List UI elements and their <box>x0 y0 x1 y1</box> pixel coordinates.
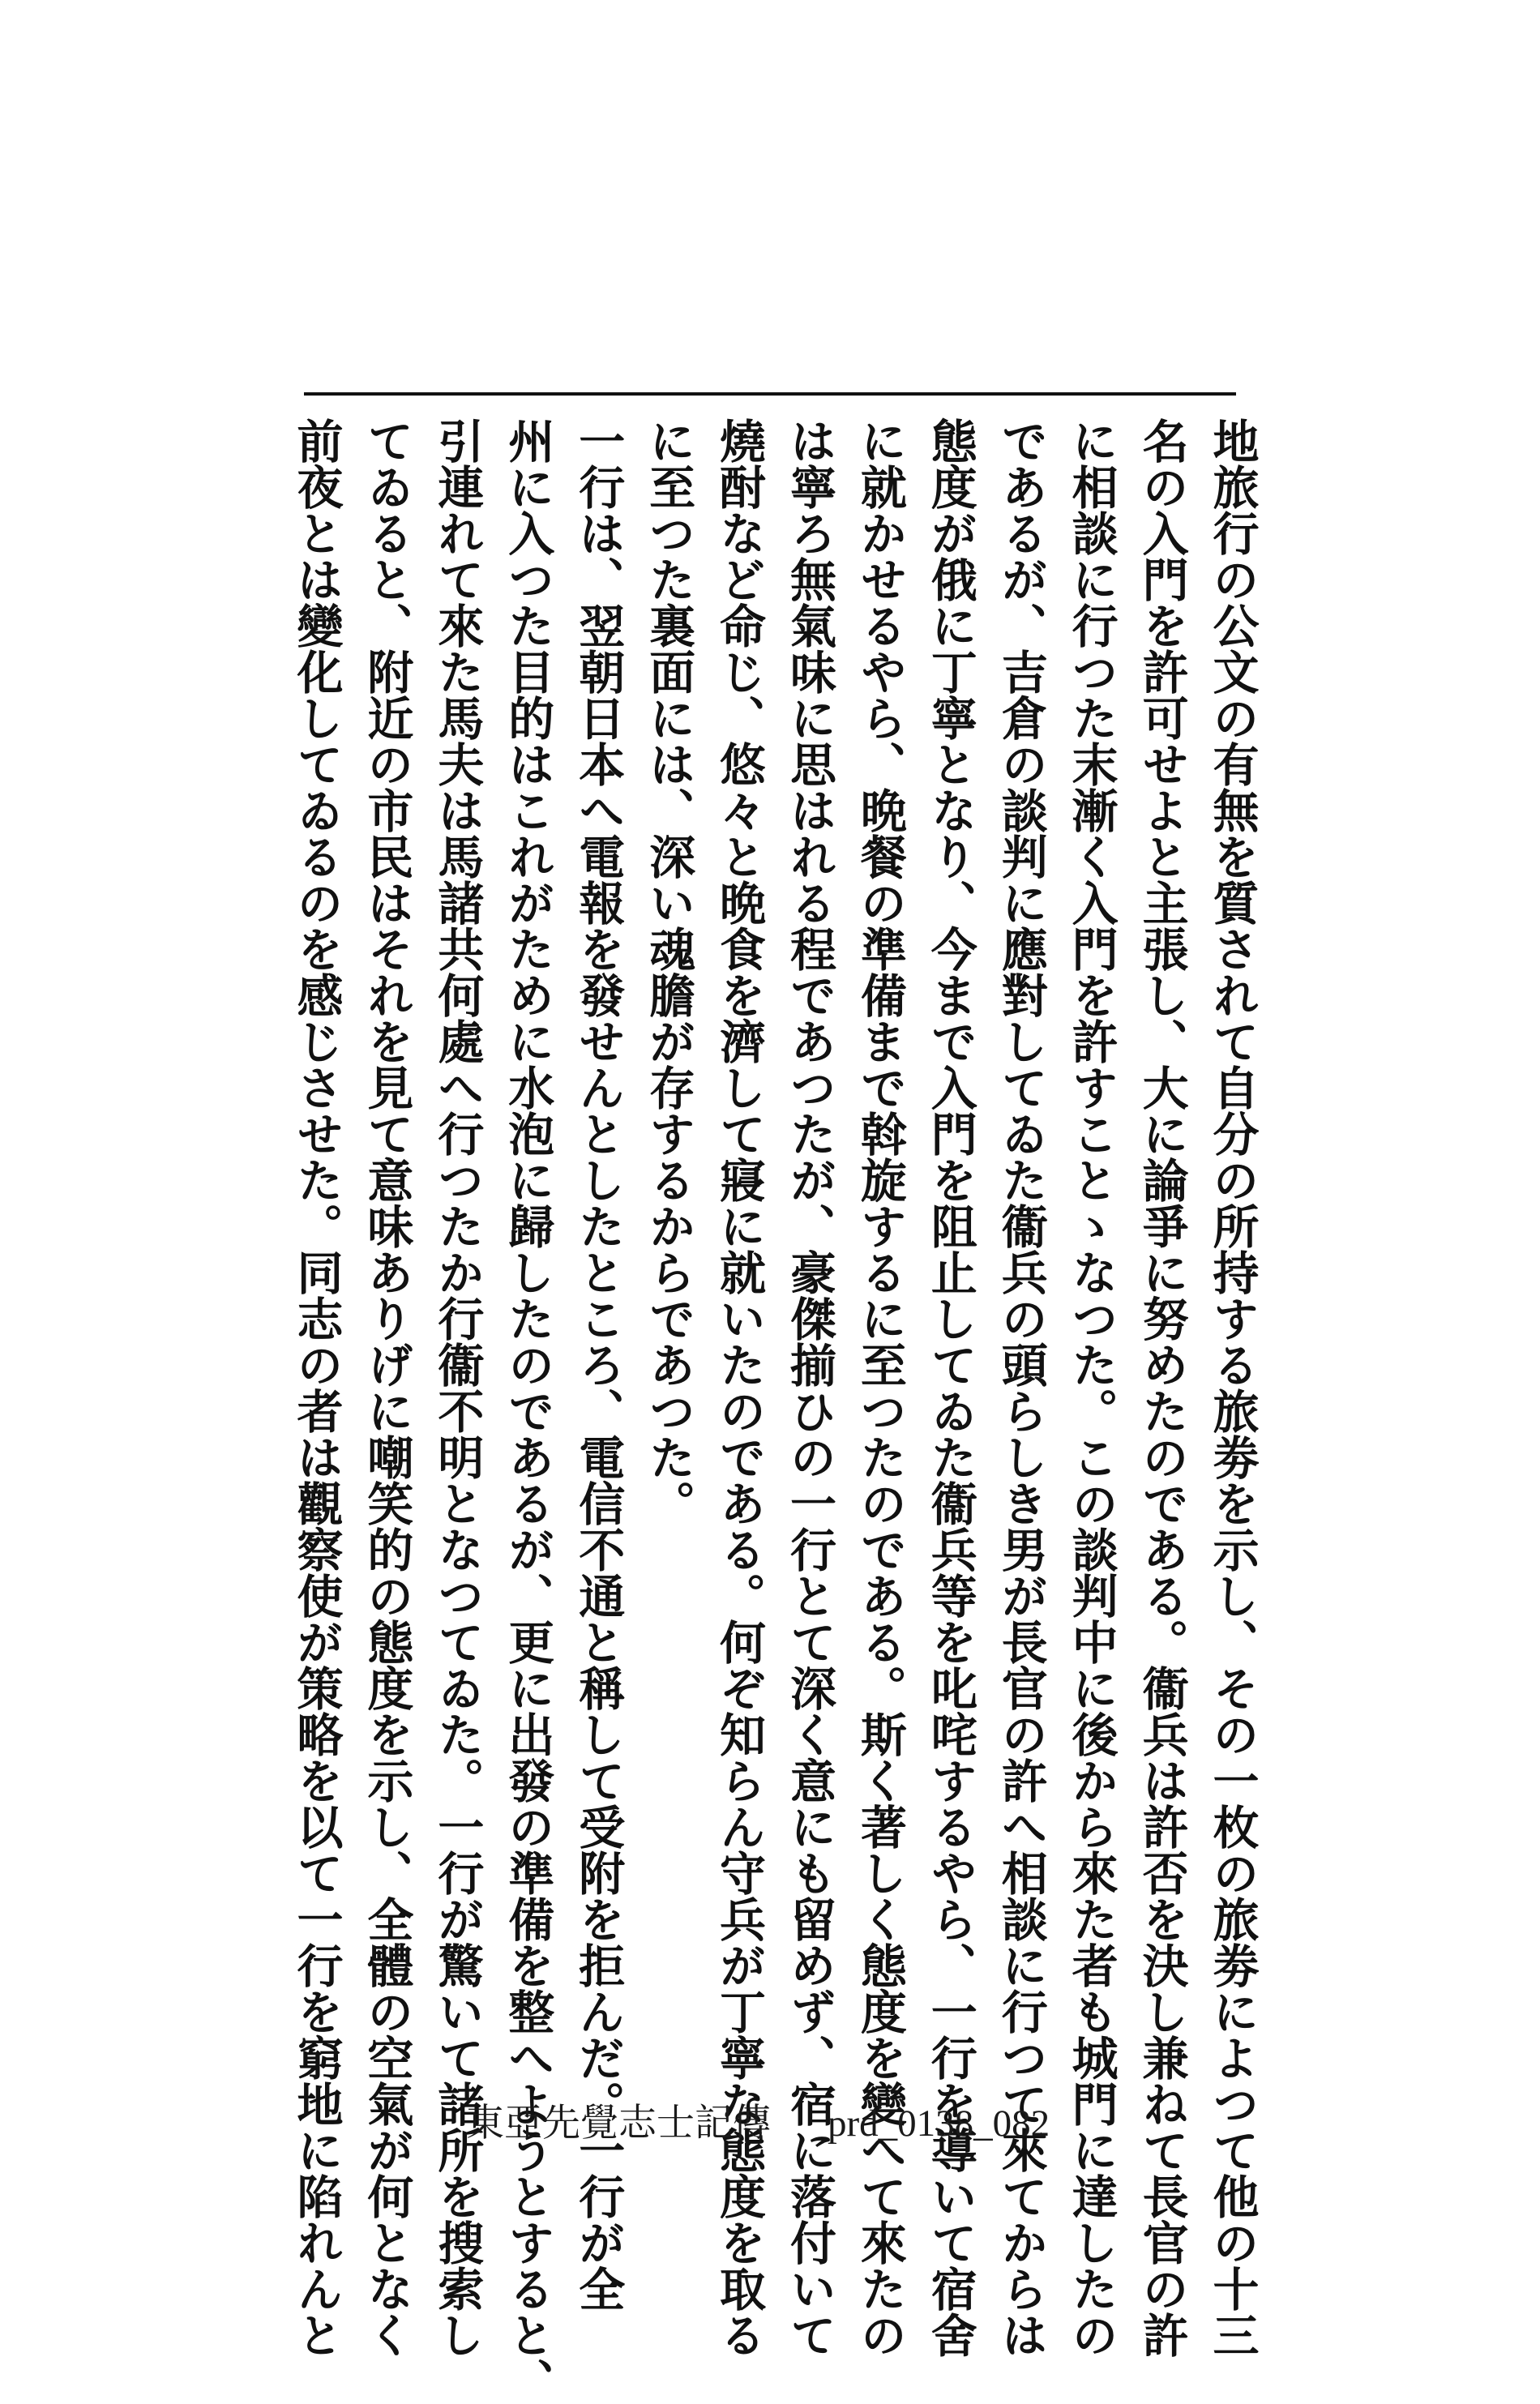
page-footer <box>466 2095 1196 2152</box>
text-column: に相談に行つた末漸く入門を許すことゝなつた。この談判中に後から來た者も城門に達したの <box>1064 417 1119 2358</box>
text-column: 地旅行の公文の有無を質されて自分の所持する旅劵を示し、その一枚の旅劵によつて他の十三 <box>1204 417 1260 2358</box>
text-column: 燒酎など命じ、悠々と晩食を濟して寢に就いたのである。何ぞ知らん守兵が丁寧な態度を取る <box>712 417 767 2358</box>
text-column: に就かせるやら、晩餐の準備まで斡旋するに至つたのである。斯く著しく態度を變へて來たの <box>853 417 908 2358</box>
text-column: であるが、吉倉の談判に應對してゐた衞兵の頭らしき男が長官の許へ相談に行つて來てからは <box>994 417 1049 2358</box>
text-column: 名の入門を許可せよと主張し、大に論爭に努めたのである。衞兵は許否を決し兼ねて長官の許 <box>1135 417 1190 2358</box>
text-column: 態度が俄に丁寧となり、今まで入門を阻止してゐた衞兵等を叱咤するやら、一行を導いて宿舍 <box>923 417 978 2358</box>
text-column: 引連れて來た馬夫は馬諸共何處へ行つたか行衞不明となつてゐた。一行が驚いて諸所を搜索し <box>430 417 485 2358</box>
text-column: 前夜とは變化してゐるのを感じさせた。同志の者は觀察使が策略を以て一行を窮地に陷れんと <box>289 417 344 2358</box>
text-column: 一行は、翌朝日本へ電報を發せんとしたところ、電信不通と稱して受附を拒んだ。一行が全 <box>571 417 626 2312</box>
text-column: てゐると、附近の市民はそれを見て意味ありげに嘲笑的の態度を示し、全體の空氣が何となく <box>359 417 414 2358</box>
top-rule <box>304 392 1236 396</box>
footer-page-id: prd_0138_082 <box>828 2102 1050 2145</box>
footer-book-title: 東亞先覺志士記傳 <box>466 2101 771 2145</box>
text-column: は寧ろ無氣味に思はれる程であつたが、豪傑揃ひの一行とて深く意にも留めず、宿に落付いて <box>782 417 837 2358</box>
text-column: に至つた裏面には、深い魂膽が存するからであつた。 <box>641 417 696 1526</box>
text-column: 州に入つた目的はこれがために水泡に歸したのであるが、更に出發の準備を整へようとすると、 <box>500 417 555 2404</box>
